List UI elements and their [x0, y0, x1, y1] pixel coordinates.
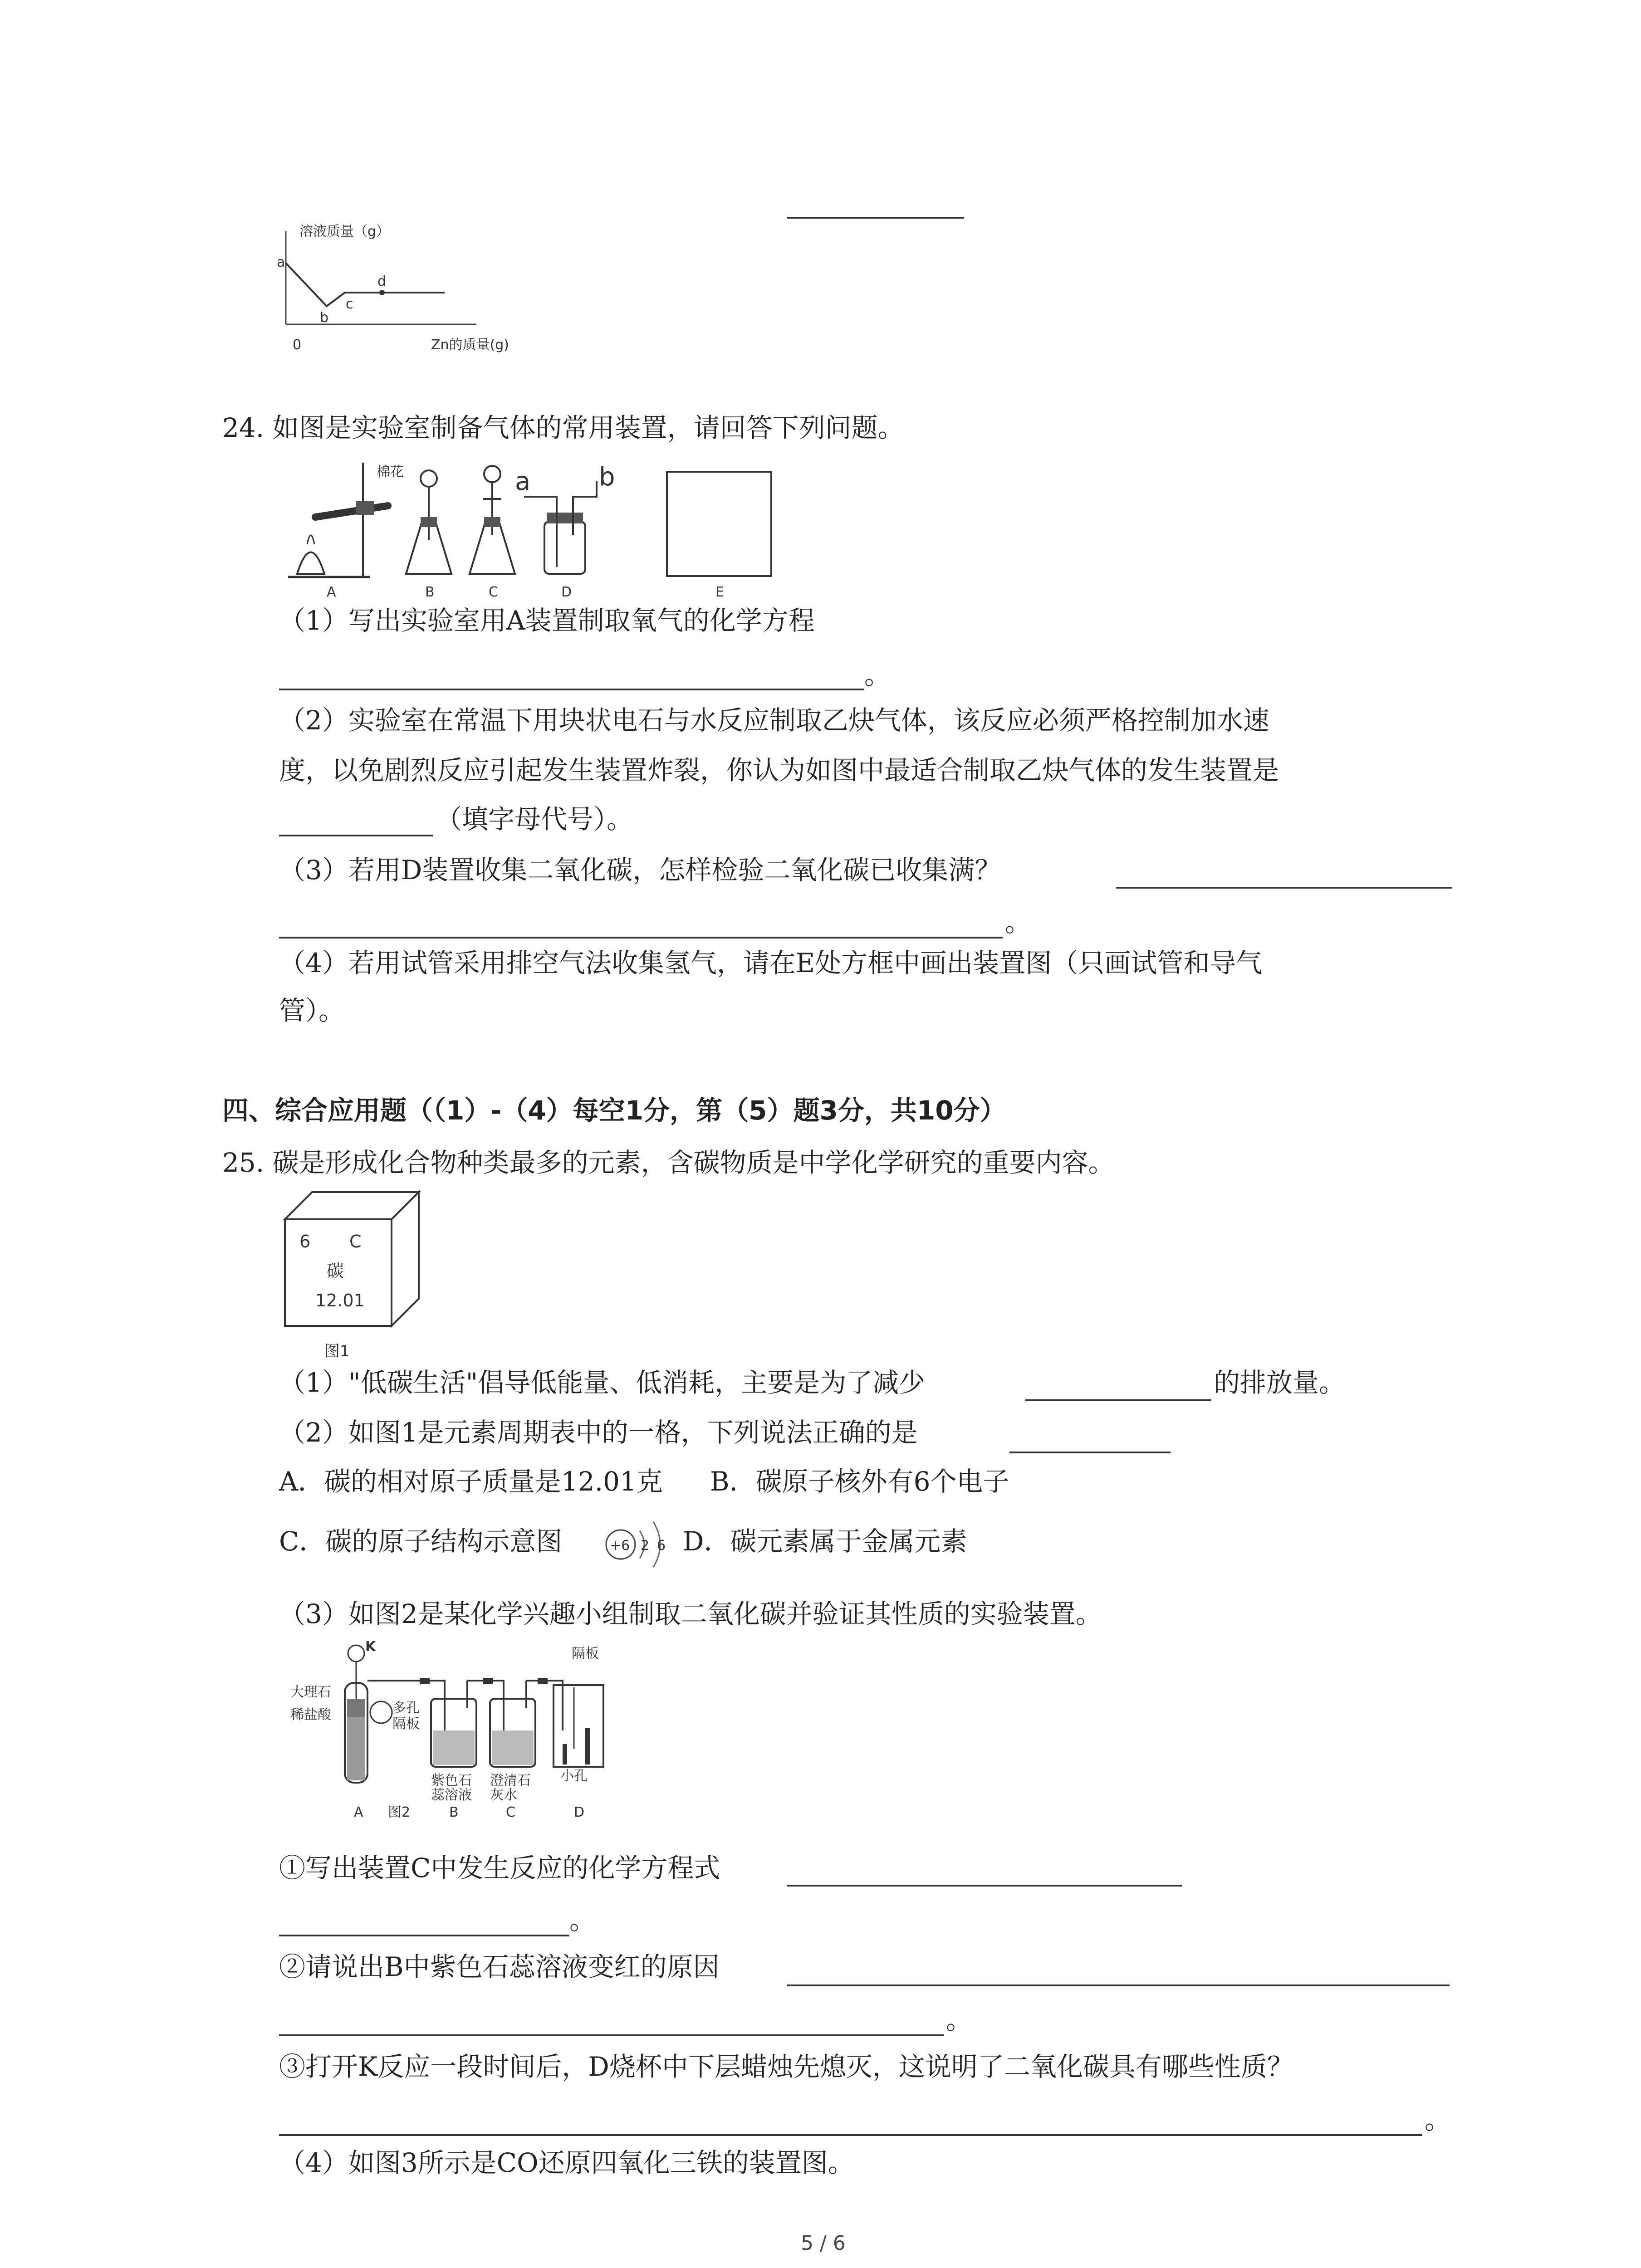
fig2-label-B: B: [449, 1804, 459, 1820]
answer-blank-top: [787, 217, 964, 219]
page-number: 5 / 6: [801, 2232, 846, 2255]
apparatus-label-D: D: [561, 584, 572, 600]
q24-part4-line1: （4）若用试管采用排空气法收集氢气，请在E处方框中画出装置图（只画试管和导气: [279, 948, 1263, 978]
valve-K: K: [365, 1640, 376, 1655]
label-limewater-2: 灰水: [490, 1787, 517, 1803]
carbon-atom-diagram: [603, 1513, 690, 1576]
q25-sub1: ①写出装置C中发生反应的化学方程式: [279, 1853, 720, 1883]
port-a: a: [515, 467, 531, 496]
fig1-caption: 图1: [324, 1342, 350, 1360]
q25-part1-a: （1）"低碳生活"倡导低能量、低消耗，主要是为了减少: [279, 1367, 926, 1398]
label-litmus-1: 紫色石: [431, 1773, 472, 1789]
label-partition: 隔板: [572, 1646, 599, 1662]
q25-part2: （2）如图1是元素周期表中的一格，下列说法正确的是: [279, 1417, 918, 1448]
cotton-label: 棉花: [377, 464, 404, 480]
section4-heading: 四、综合应用题（（1）-（4）每空1分，第（5）题3分，共10分）: [222, 1095, 1006, 1126]
element-number: 6: [299, 1232, 311, 1251]
graph-point-a: a: [277, 254, 285, 270]
answer-blank-q24-1: [279, 689, 864, 690]
element-symbol: C: [349, 1232, 362, 1251]
graph-point-d: d: [377, 274, 387, 289]
q25-option-a: A．碳的相对原子质量是12.01克: [279, 1466, 663, 1497]
graph-point-b: b: [320, 310, 329, 326]
apparatus-label-E: E: [715, 584, 724, 600]
answer-blank-q24-3a: [1116, 887, 1452, 889]
atom-nucleus: +6: [610, 1538, 630, 1554]
port-b: b: [599, 462, 615, 492]
q24-part1-period: 。: [864, 660, 891, 690]
label-hole: 小孔: [560, 1768, 588, 1784]
q25-option-c: C．碳的原子结构示意图: [279, 1526, 563, 1557]
fig2-title: 图2: [388, 1804, 411, 1820]
solution-mass-graph: [277, 213, 531, 358]
q25-part3: （3）如图2是某化学兴趣小组制取二氧化碳并验证其性质的实验装置。: [279, 1598, 1102, 1629]
q24-part3: （3）若用D装置收集二氧化碳，怎样检验二氧化碳已收集满？: [279, 855, 1001, 885]
answer-blank-q25-s1b: [279, 1935, 569, 1936]
graph-point-c: c: [346, 296, 353, 312]
q25-option-b: B．碳原子核外有6个电子: [710, 1466, 1009, 1497]
q24-part2-line2: 度，以免剧烈反应引起发生装置炸裂，你认为如图中最适合制取乙炔气体的发生装置是: [279, 755, 1279, 786]
answer-blank-q25-1: [1025, 1399, 1211, 1401]
atom-shell2: 6: [657, 1538, 666, 1554]
q24-part4-line2: 管）。: [279, 995, 345, 1026]
answer-blank-q25-s2b: [279, 2034, 944, 2036]
fig2-label-A: A: [354, 1804, 363, 1820]
q24-stem: 24. 如图是实验室制备气体的常用装置，请回答下列问题。: [222, 412, 904, 443]
q24-part1: （1）写出实验室用A装置制取氧气的化学方程: [279, 605, 815, 636]
q25-sub3: ③打开K反应一段时间后，D烧杯中下层蜡烛先熄灭，这说明了二氧化碳具有哪些性质？: [279, 2051, 1293, 2082]
q25-sub3-period: 。: [1425, 2104, 1451, 2135]
label-porous-2: 隔板: [392, 1716, 420, 1732]
fig2-label-C: C: [506, 1804, 515, 1820]
q24-part2-tail: （填字母代号）。: [436, 804, 633, 835]
answer-blank-q25-s1a: [787, 1885, 1182, 1887]
apparatus-label-B: B: [425, 584, 435, 600]
element-mass: 12.01: [315, 1290, 365, 1310]
q24-part3-period: 。: [1005, 907, 1032, 938]
answer-blank-q24-2: [279, 835, 433, 836]
q24-part2-line1: （2）实验室在常温下用块状电石与水反应制取乙炔气体，该反应必须严格控制加水速: [279, 705, 1269, 736]
q25-sub1-period: 。: [569, 1905, 596, 1936]
q25-sub2-period: 。: [946, 2004, 973, 2035]
co2-apparatus-figure: [290, 1640, 635, 1821]
apparatus-label-C: C: [489, 584, 498, 600]
element-name: 碳: [327, 1261, 344, 1281]
label-porous-1: 多孔: [392, 1700, 420, 1716]
graph-origin: 0: [293, 337, 302, 353]
label-marble: 大理石: [290, 1684, 331, 1700]
apparatus-label-A: A: [327, 584, 336, 600]
element-card-figure: [281, 1188, 426, 1365]
q25-stem: 25. 碳是形成化合物种类最多的元素，含碳物质是中学化学研究的重要内容。: [222, 1147, 1115, 1178]
atom-shell1: 2: [641, 1538, 650, 1554]
answer-blank-q25-2: [1009, 1452, 1171, 1453]
q24-apparatus-figure: [279, 454, 787, 601]
q25-option-d: D．碳元素属于金属元素: [683, 1526, 967, 1557]
graph-xlabel: Zn的质量(g): [431, 337, 509, 353]
graph-ylabel: 溶液质量（g）: [299, 224, 390, 240]
answer-blank-q24-3b: [279, 937, 1003, 938]
label-limewater-1: 澄清石: [490, 1773, 531, 1789]
q25-sub2: ②请说出B中紫色石蕊溶液变红的原因: [279, 1951, 720, 1982]
q25-part4: （4）如图3所示是CO还原四氧化三铁的装置图。: [279, 2147, 854, 2178]
answer-blank-q25-s2a: [787, 1984, 1450, 1986]
fig2-label-D: D: [574, 1804, 585, 1820]
label-litmus-2: 蕊溶液: [431, 1787, 472, 1803]
q25-part1-b: 的排放量。: [1214, 1367, 1346, 1398]
answer-blank-q25-s3: [279, 2134, 1422, 2136]
label-acid: 稀盐酸: [290, 1707, 331, 1723]
